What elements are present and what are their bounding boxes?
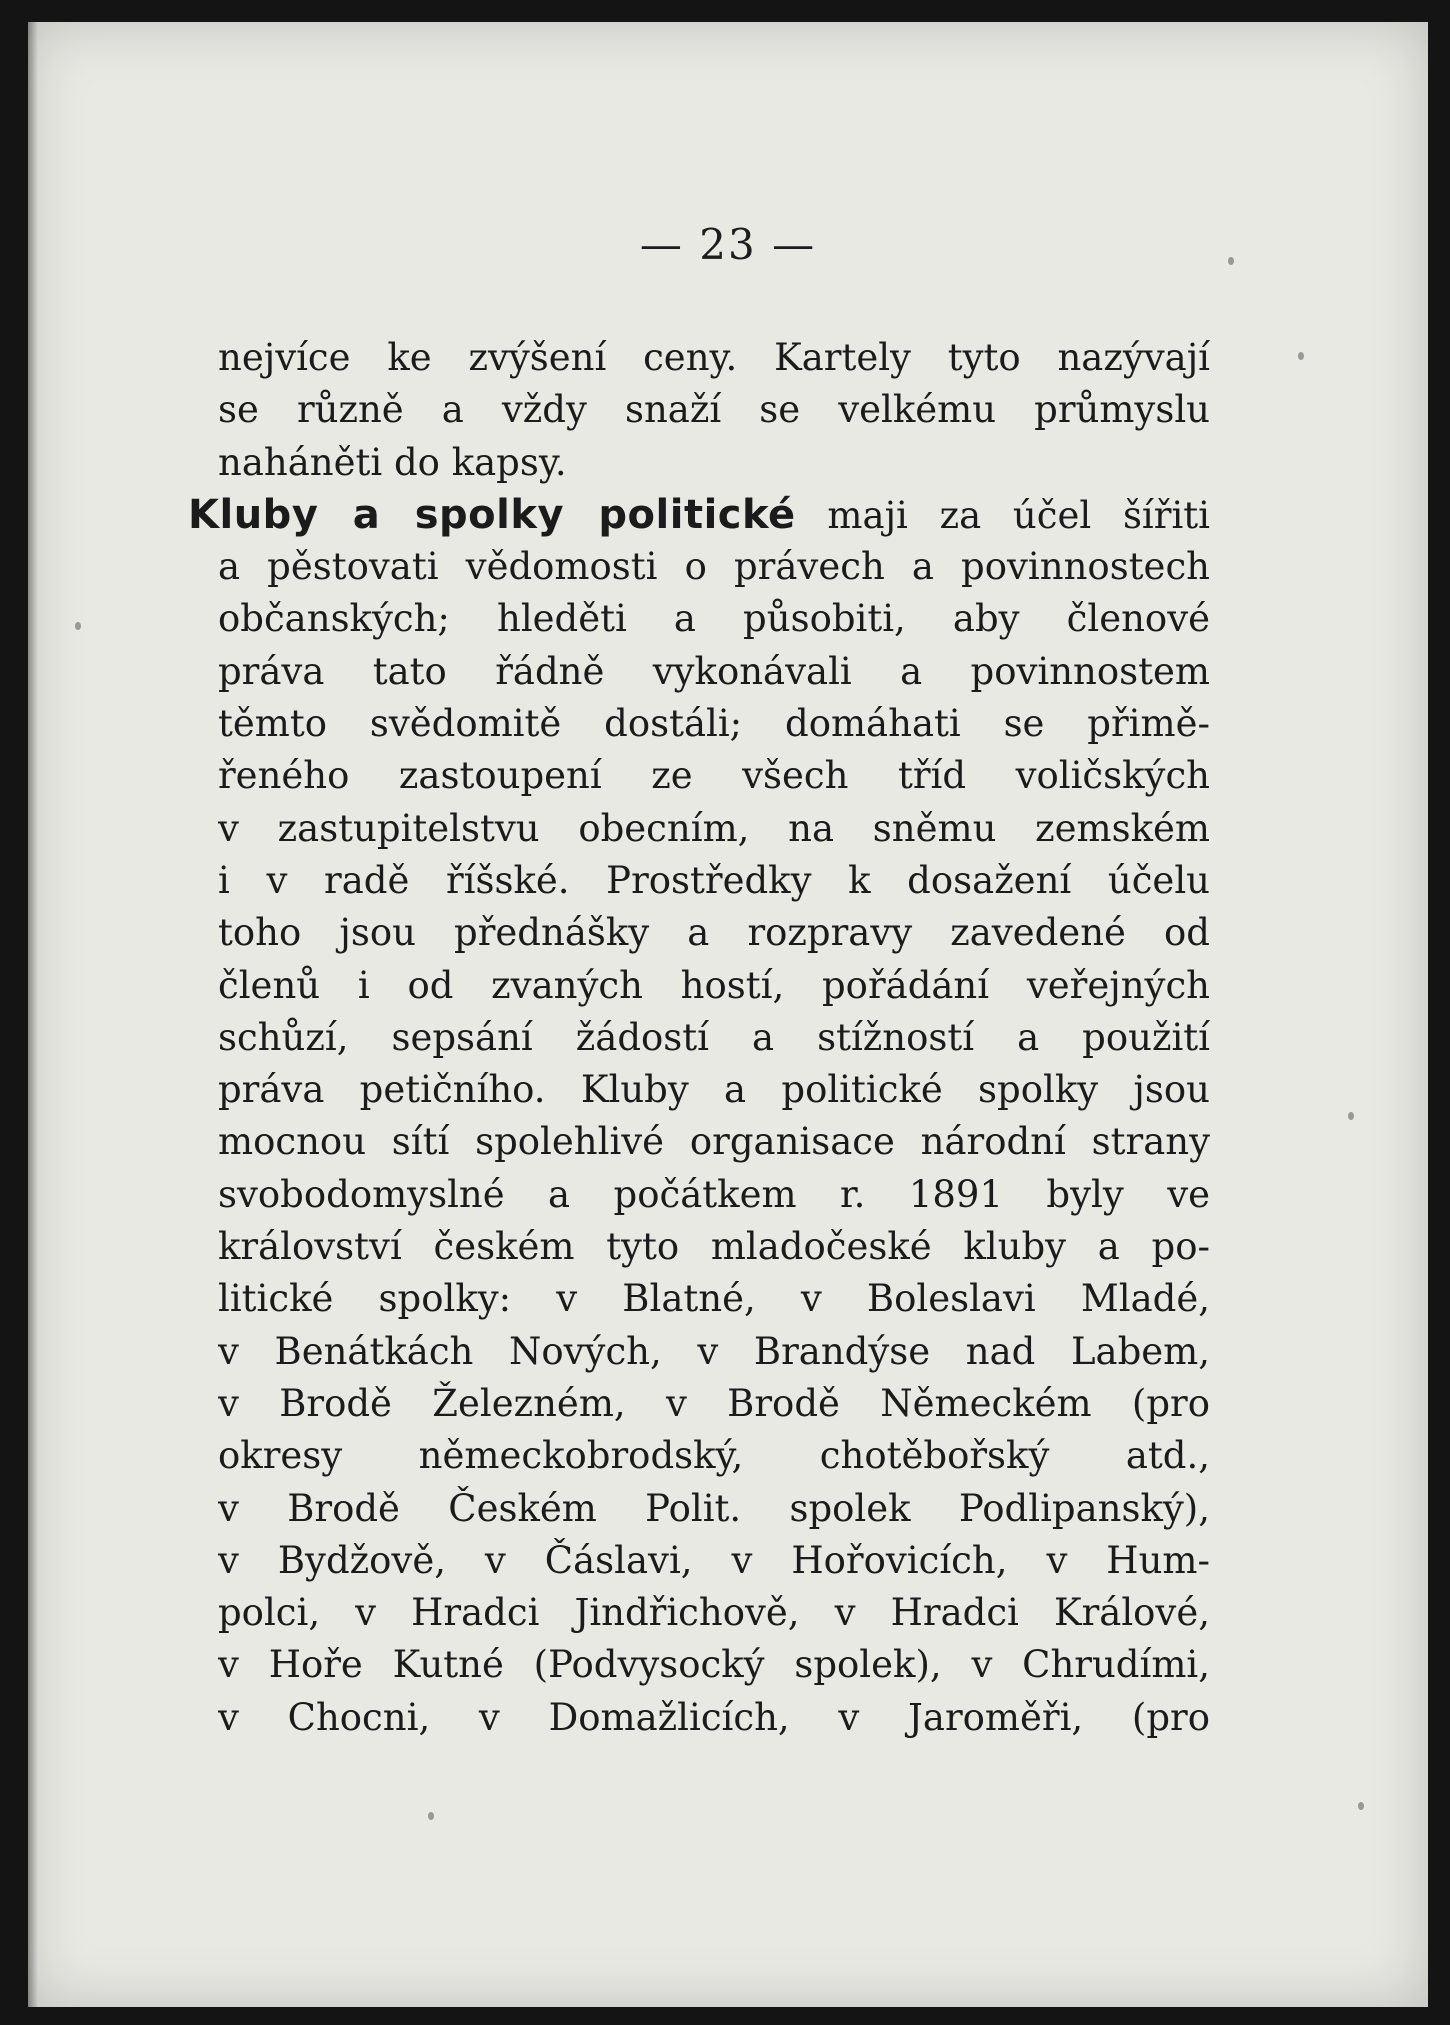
paper-speck [1358,1802,1364,1810]
text-line: mocnou sítí spolehlivé organisace národní strany [218,1120,1210,1164]
text-line-continuation: maji za účel šířiti [827,493,1210,537]
text-line: naháněti do kapsy. [218,440,567,484]
paper-speck [1298,352,1304,360]
text-line: v Bydžově, v Čáslavi, v Hořovicích, v Hum- [218,1538,1210,1582]
text-line: v Benátkách Nových, v Brandýse nad Labem, [218,1329,1210,1373]
text-line: těmto svědomitě dostáli; domáhati se přimě- [218,702,1210,746]
text-line: schůzí, sepsání žádostí a stížností a použití [218,1015,1210,1059]
left-page-shadow [28,22,38,2007]
text-line: práva petičního. Kluby a politické spolky jsou [218,1068,1210,1112]
book-page [28,22,1428,2007]
page-number: — 23 — [639,220,817,269]
section-heading: Kluby a spolky politické [188,491,796,538]
paper-speck [75,622,81,630]
text-line: toho jsou přednášky a rozpravy zavedené od [218,911,1210,955]
text-line: v Brodě Železném, v Brodě Německém (pro [218,1381,1210,1425]
text-line: se různě a vždy snaží se velkému průmyslu [218,388,1210,432]
text-line: polci, v Hradci Jindřichově, v Hradci Králové, [218,1591,1210,1635]
page-body-text [188,332,1210,1744]
text-line: občanských; hleděti a působiti, aby členové [218,597,1210,641]
paper-speck [1228,257,1234,265]
text-line: v zastupitelstvu obecním, na sněmu zemském [218,806,1210,850]
text-line: v Hoře Kutné (Podvysocký spolek), v Chrudími, [218,1643,1210,1687]
text-line: litické spolky: v Blatné, v Boleslavi Mladé, [218,1277,1210,1321]
text-line: v Chocni, v Domažlicích, v Jaroměři, (pro [218,1695,1210,1739]
text-line-with-heading [188,489,1210,541]
text-line: nejvíce ke zvýšení ceny. Kartely tyto nazývají [218,336,1210,379]
text-line: členů i od zvaných hostí, pořádání veřejných [218,963,1210,1007]
text-line: a pěstovati vědomosti o právech a povinnostech [218,545,1210,589]
text-line: i v radě říšské. Prostředky k dosažení účelu [218,858,1210,902]
paper-speck [428,1812,434,1820]
paper-speck [1348,1112,1354,1120]
text-line: okresy německobrodský, chotěbořský atd., [218,1434,1210,1478]
text-line: řeného zastoupení ze všech tříd voličských [218,754,1210,798]
text-line: práva tato řádně vykonávali a povinnostem [218,649,1210,693]
text-line: království českém tyto mladočeské kluby a po- [218,1225,1210,1269]
text-line: v Brodě Českém Polit. spolek Podlipanský), [218,1486,1210,1530]
text-line: svobodomyslné a počátkem r. 1891 byly ve [218,1172,1210,1216]
